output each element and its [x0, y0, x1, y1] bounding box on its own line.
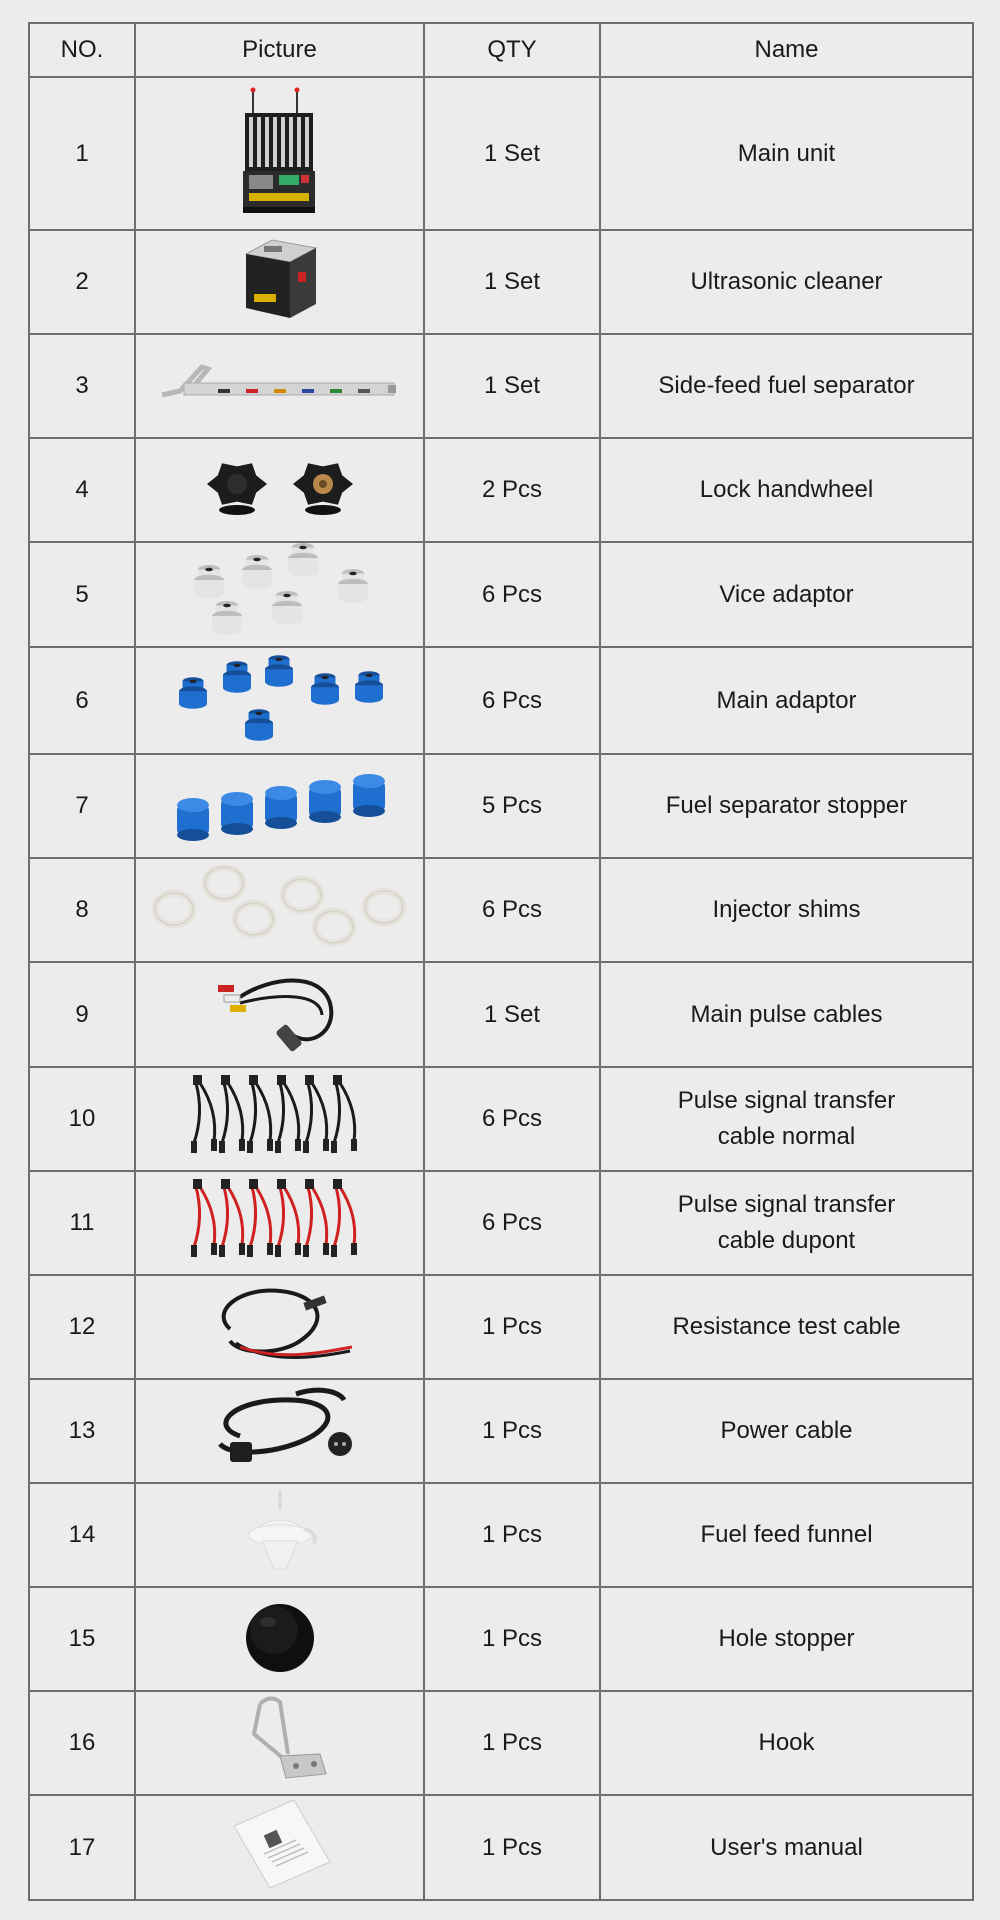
item-name: [600, 1275, 973, 1379]
table-row: [29, 1171, 973, 1275]
item-name: [600, 77, 973, 230]
item-name-line: Pulse signal transfer: [677, 1191, 896, 1218]
item-name-line: Power cable: [720, 1417, 853, 1444]
item-qty: 1 Pcs: [424, 1483, 600, 1587]
item-name-line: Ultrasonic cleaner: [690, 268, 883, 295]
item-name: [600, 1691, 973, 1795]
item-picture: [135, 230, 424, 334]
item-qty: 1 Set: [424, 334, 600, 438]
item-number: 7: [29, 754, 135, 858]
header-picture: Picture: [135, 23, 424, 77]
item-name-line: Pulse signal transfer: [677, 1087, 896, 1114]
item-qty: 6 Pcs: [424, 1067, 600, 1171]
item-qty: 1 Set: [424, 962, 600, 1067]
black-transfer-cable-icon: [180, 1073, 380, 1159]
item-qty: 1 Set: [424, 230, 600, 334]
item-number: 15: [29, 1587, 135, 1691]
shim-ring-icon: [150, 865, 410, 949]
item-number: 3: [29, 334, 135, 438]
item-qty: 1 Pcs: [424, 1587, 600, 1691]
red-transfer-cable-icon: [180, 1177, 380, 1263]
item-qty: 1 Pcs: [424, 1795, 600, 1900]
item-qty: 6 Pcs: [424, 1171, 600, 1275]
item-number: 2: [29, 230, 135, 334]
item-picture: [135, 858, 424, 962]
table-row: [29, 77, 973, 230]
item-picture: [135, 1691, 424, 1795]
item-name-line: Vice adaptor: [719, 580, 854, 608]
item-number: 16: [29, 1691, 135, 1795]
table-row: [29, 1275, 973, 1379]
item-picture: [135, 77, 424, 230]
item-picture: [135, 334, 424, 438]
table-row: [29, 647, 973, 754]
item-name: [600, 754, 973, 858]
table-row: [29, 438, 973, 542]
silver-adaptor-icon: [175, 543, 385, 639]
item-picture: [135, 1483, 424, 1587]
power-cable-icon: [200, 1386, 360, 1470]
item-picture: [135, 647, 424, 754]
item-qty: 1 Set: [424, 77, 600, 230]
header-no: NO.: [29, 23, 135, 77]
funnel-icon: [230, 1489, 330, 1575]
item-qty: 6 Pcs: [424, 647, 600, 754]
item-name: [600, 962, 973, 1067]
item-name-line: Fuel separator stopper: [665, 792, 908, 819]
hole-stopper-icon: [238, 1594, 322, 1678]
item-qty: 1 Pcs: [424, 1275, 600, 1379]
item-qty: 2 Pcs: [424, 438, 600, 542]
item-name-line: cable normal: [717, 1123, 856, 1150]
table-row: [29, 230, 973, 334]
item-number: 11: [29, 1171, 135, 1275]
header-name: Name: [600, 23, 973, 77]
item-name-line: cable dupont: [717, 1227, 856, 1254]
item-number: 6: [29, 647, 135, 754]
item-picture: [135, 1379, 424, 1483]
blue-adaptor-icon: [167, 648, 393, 746]
handwheel-knob-icon: [195, 452, 365, 522]
test-cable-icon: [200, 1281, 360, 1367]
item-picture: [135, 1587, 424, 1691]
pulse-cable-icon: [210, 963, 350, 1059]
packing-list-table: [28, 22, 974, 1901]
item-name: [600, 1795, 973, 1900]
item-name-line: Main pulse cables: [690, 1000, 883, 1028]
item-number: 17: [29, 1795, 135, 1900]
table-row: [29, 1483, 973, 1587]
item-number: 9: [29, 962, 135, 1067]
item-picture: [135, 1795, 424, 1900]
item-name-line: Side-feed fuel separator: [658, 372, 915, 399]
table-row: [29, 1691, 973, 1795]
item-number: 10: [29, 1067, 135, 1171]
packing-list: [28, 22, 972, 1901]
table-row: [29, 858, 973, 962]
manual-booklet-icon: [224, 1796, 336, 1892]
item-name: [600, 230, 973, 334]
item-name: [600, 1067, 973, 1171]
table-row: [29, 1795, 973, 1900]
item-name-line: Lock handwheel: [699, 476, 874, 503]
item-name-line: Injector shims: [712, 896, 861, 923]
item-qty: 1 Pcs: [424, 1691, 600, 1795]
fuel-separator-bar-icon: [158, 353, 402, 413]
item-name: [600, 858, 973, 962]
item-number: 8: [29, 858, 135, 962]
table-row: [29, 334, 973, 438]
item-name: [600, 1379, 973, 1483]
blue-stopper-icon: [167, 763, 393, 843]
header-qty: QTY: [424, 23, 600, 77]
injector-cleaner-machine-icon: [235, 85, 325, 215]
header-row: [29, 23, 973, 77]
item-number: 14: [29, 1483, 135, 1587]
item-number: 1: [29, 77, 135, 230]
item-qty: 1 Pcs: [424, 1379, 600, 1483]
item-name-line: User's manual: [710, 1833, 863, 1861]
table-row: [29, 542, 973, 647]
item-picture: [135, 1171, 424, 1275]
table-row: [29, 754, 973, 858]
item-picture: [135, 754, 424, 858]
item-name-line: Main unit: [737, 139, 836, 167]
item-name: [600, 647, 973, 754]
item-picture: [135, 542, 424, 647]
item-qty: 6 Pcs: [424, 542, 600, 647]
ultrasonic-cleaner-icon: [234, 236, 326, 322]
item-name: [600, 334, 973, 438]
table-row: [29, 1379, 973, 1483]
item-name: [600, 1587, 973, 1691]
table-row: [29, 1587, 973, 1691]
item-name-line: Main adaptor: [716, 686, 857, 714]
item-picture: [135, 438, 424, 542]
item-qty: 6 Pcs: [424, 858, 600, 962]
item-name-line: Fuel feed funnel: [700, 1521, 873, 1548]
item-number: 4: [29, 438, 135, 542]
item-number: 5: [29, 542, 135, 647]
item-number: 13: [29, 1379, 135, 1483]
item-qty: 5 Pcs: [424, 754, 600, 858]
item-name-line: Resistance test cable: [672, 1313, 901, 1340]
item-name-line: Hook: [758, 1729, 815, 1756]
item-picture: [135, 962, 424, 1067]
item-picture: [135, 1067, 424, 1171]
item-picture: [135, 1275, 424, 1379]
item-name: [600, 1483, 973, 1587]
item-name: [600, 542, 973, 647]
item-number: 12: [29, 1275, 135, 1379]
item-name: [600, 1171, 973, 1275]
item-name-line: Hole stopper: [718, 1625, 855, 1652]
hook-icon: [230, 1694, 330, 1786]
item-name: [600, 438, 973, 542]
table-row: [29, 1067, 973, 1171]
table-row: [29, 962, 973, 1067]
